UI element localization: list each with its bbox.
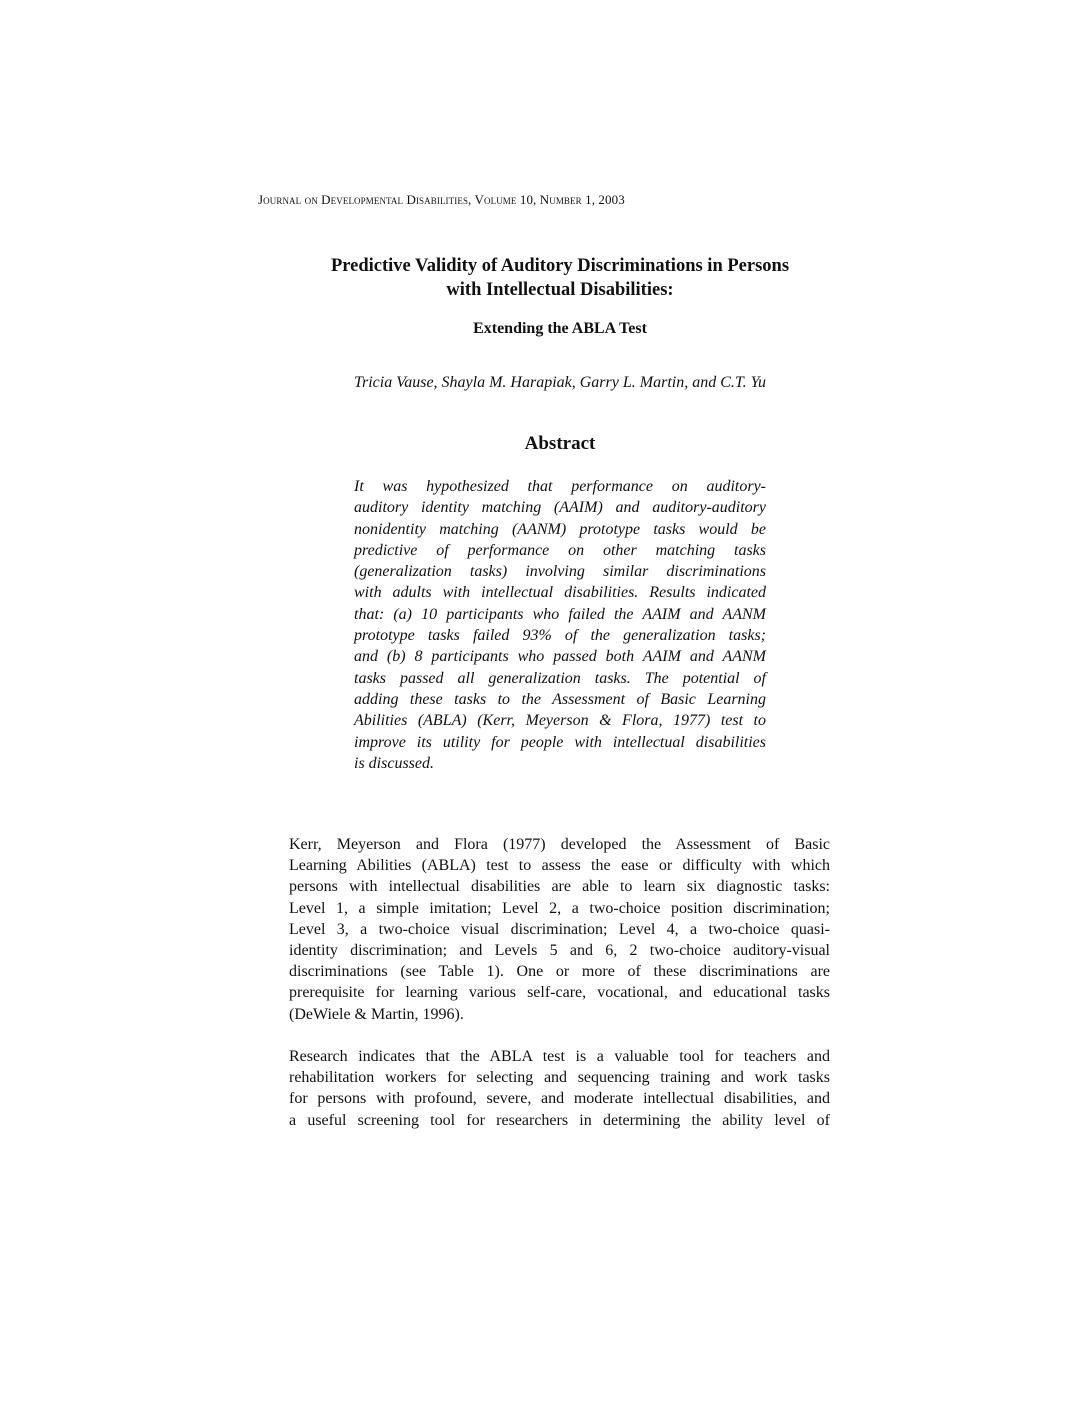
paragraph-line: Research indicates that the ABLA test is a valuable tool for teachers and [289,1048,830,1065]
paragraph-line: Learning Abilities (ABLA) test to assess the ease or difficulty with which [289,857,830,875]
abstract-line: It was hypothesized that performance on auditory- [354,478,766,495]
abstract-line: predictive of performance on other matching tasks [354,541,766,559]
paragraph-line: (DeWiele & Martin, 1996). [289,1005,464,1023]
body-paragraph-2 [289,1046,830,1131]
paragraph-line: Kerr, Meyerson and Flora (1977) developed the Assessment of Basic [289,836,830,853]
paragraph-line: a useful screening tool for researchers in determining the ability level of [289,1111,830,1129]
abstract-line: (generalization tasks) involving similar discriminations [354,563,766,581]
abstract-line: nonidentity matching (AANM) prototype tasks would be [354,520,766,538]
body-paragraph-1 [289,834,830,1025]
author-list: Tricia Vause, Shayla M. Harapiak, Garry L. Martin, and C.T. Yu [353,374,767,391]
paragraph-line: discriminations (see Table 1). One or more of these discriminations are [289,963,830,981]
abstract-line: with adults with intellectual disabilities. Results indicated [354,584,766,602]
paragraph-line: persons with intellectual disabilities are able to learn six diagnostic tasks: [289,878,830,896]
article-subtitle: Extending the ABLA Test [473,320,647,337]
paragraph-line: prerequisite for learning various self-care, vocational, and educational tasks [289,984,830,1002]
running-head: Journal on Developmental Disabilities, Volume 10, Number 1, 2003 [258,192,625,207]
abstract-line: Abilities (ABLA) (Kerr, Meyerson & Flora, 1977) test to [354,712,766,730]
abstract-body [354,476,766,774]
abstract-line: tasks passed all generalization tasks. The potential of [354,669,766,687]
abstract-line: improve its utility for people with intellectual disabilities [354,733,766,751]
abstract-line: and (b) 8 participants who passed both AAIM and AANM [354,648,766,666]
abstract-line: that: (a) 10 participants who failed the AAIM and AANM [354,605,766,623]
paragraph-line: identity discrimination; and Levels 5 and 6, 2 two-choice auditory-visual [289,941,830,959]
article-title-line-2: with Intellectual Disabilities: [446,280,674,300]
article-title [270,254,850,302]
paragraph-line: for persons with profound, severe, and moderate intellectual disabilities, and [289,1090,830,1108]
abstract-line: prototype tasks failed 93% of the generalization tasks; [354,627,766,645]
abstract-line: is discussed. [354,754,434,772]
abstract-line: auditory identity matching (AAIM) and auditory-auditory [354,499,766,517]
paragraph-line: Level 1, a simple imitation; Level 2, a two-choice position discrimination; [289,899,830,917]
article-title-line-1: Predictive Validity of Auditory Discriminations in Persons [330,256,790,276]
abstract-heading: Abstract [524,433,596,454]
paragraph-line: rehabilitation workers for selecting and sequencing training and work tasks [289,1069,830,1087]
abstract-line: adding these tasks to the Assessment of Basic Learning [354,690,766,708]
paragraph-line: Level 3, a two-choice visual discrimination; Level 4, a two-choice quasi- [289,920,830,938]
